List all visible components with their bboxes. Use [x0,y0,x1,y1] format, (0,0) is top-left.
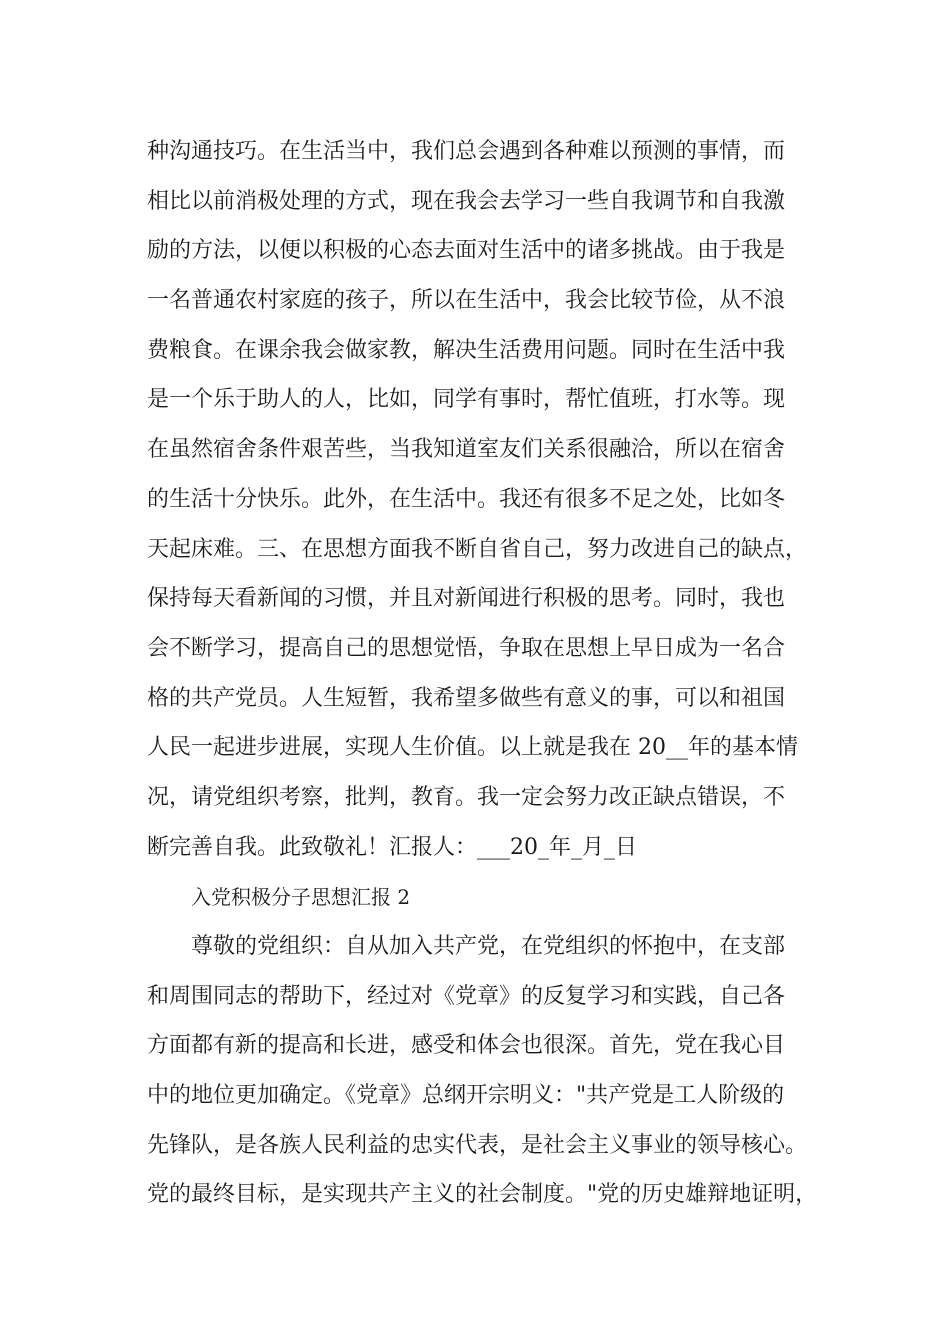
text-line: 保持每天看新闻的习惯，并且对新闻进行积极的思考。同时，我也 [147,586,786,612]
text-line: 尊敬的党组织：自从加入共产党，在党组织的怀抱中，在支部 [191,934,786,959]
text-line: 况，请党组织考察，批判，教育。我一定会努力改正缺点错误，不 [147,784,786,810]
text-line: 人民一起进步进展，实现人生价值。以上就是我在 20__年的基本情 [147,735,798,761]
text-line: 党的最终目标，是实现共产主义的社会制度。"党的历史雄辩地证明， [147,1182,818,1208]
text-line: 费粮食。在课余我会做家教，解决生活费用问题。同时在生活中我 [147,337,786,363]
text-line: 励的方法，以便以积极的心态去面对生活中的诸多挑战。由于我是 [147,238,786,264]
document-body [147,132,827,1225]
text-line: 一名普通农村家庭的孩子，所以在生活中，我会比较节俭，从不浪 [147,288,786,314]
text-line: 会不断学习，提高自己的思想觉悟，争取在思想上早日成为一名合 [147,635,786,661]
text-line: 种沟通技巧。在生活当中，我们总会遇到各种难以预测的事情，而 [147,139,786,164]
text-line: 格的共产党员。人生短暂，我希望多做些有意义的事，可以和祖国 [147,685,786,711]
text-line: 先锋队，是各族人民利益的忠实代表，是社会主义事业的领导核心。 [147,1132,808,1158]
section-title: 入党积极分子思想汇报 2 [191,885,411,910]
text-line: 中的地位更加确定。《党章》总纲开宗明义："共产党是工人阶级的 [147,1083,785,1109]
text-line: 方面都有新的提高和长进，感受和体会也很深。首先，党在我心目 [147,1033,786,1059]
text-line: 相比以前消极处理的方式，现在我会去学习一些自我调节和自我激 [147,188,786,214]
text-line: 是一个乐于助人的人，比如，同学有事时，帮忙值班，打水等。现 [147,387,786,413]
text-line: 和周围同志的帮助下，经过对《党章》的反复学习和实践，自己各 [147,983,786,1009]
text-line: 天起床难。三、在思想方面我不断自省自己，努力改进自己的缺点， [147,536,808,562]
text-line: 的生活十分快乐。此外，在生活中。我还有很多不足之处，比如冬 [147,486,786,512]
text-line: 断完善自我。此致敬礼！汇报人：___20_年_月_日 [147,834,637,860]
text-line: 在虽然宿舍条件艰苦些，当我知道室友们关系很融洽，所以在宿舍 [147,437,786,463]
